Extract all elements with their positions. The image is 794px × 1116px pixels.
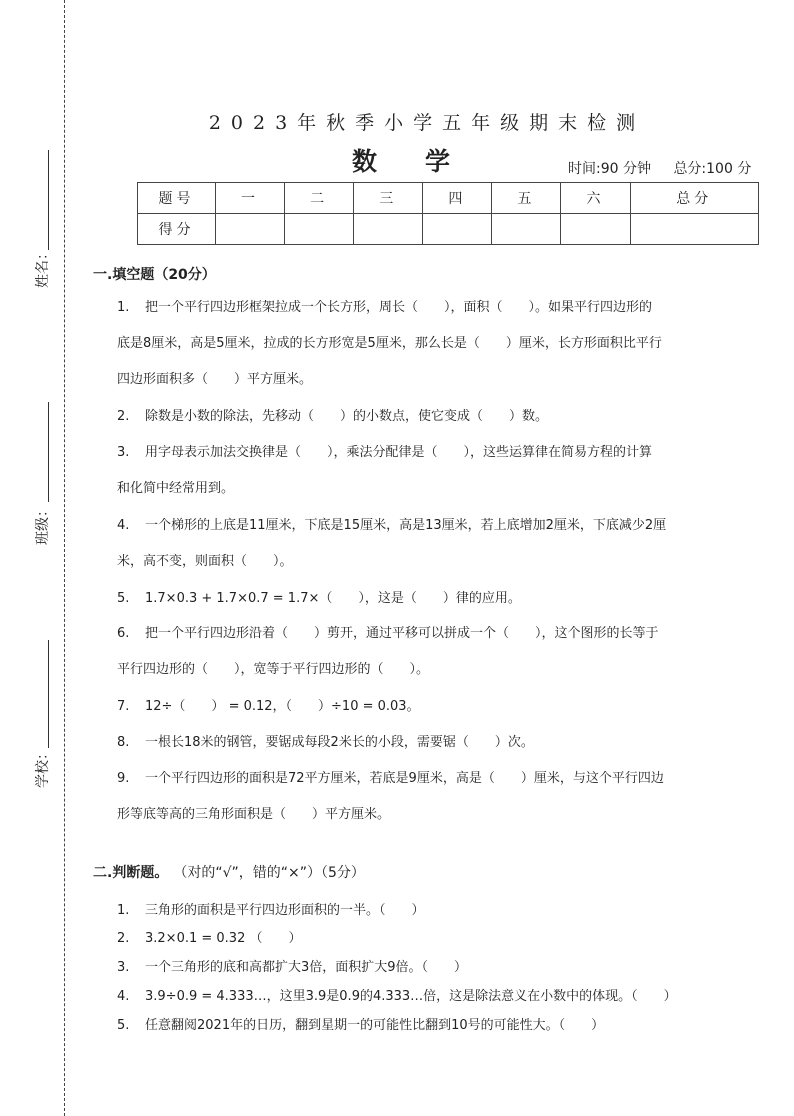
question-line: 形等底等高的三角形面积是（ ）平方厘米。 xyxy=(117,807,391,822)
question-line xyxy=(117,761,737,797)
tf-question-1 xyxy=(117,899,757,918)
class-line[interactable] xyxy=(48,402,49,502)
question-number: 4. xyxy=(117,518,130,533)
question-number: 3. xyxy=(117,960,130,975)
question-text: 一个三角形的底和高都扩大3倍，面积扩大9倍。（ ） xyxy=(145,960,468,975)
score-cell: 二 xyxy=(285,183,354,214)
question-text: 把一个平行四边形沿着（ ）剪开，通过平移可以拼成一个（ ），这个图形的长等于 xyxy=(145,626,659,641)
question-text: 3.2×0.1 = 0.32 （ ） xyxy=(145,931,302,946)
score-table-score-row xyxy=(138,214,759,245)
tf-question-2 xyxy=(117,927,757,946)
question-text: 把一个平行四边形框架拉成一个长方形，周长（ ），面积（ ）。如果平行四边形的 xyxy=(145,300,653,315)
tf-question-5 xyxy=(117,1014,757,1033)
section-note: （对的“√”，错的“×”）（5分） xyxy=(180,865,365,881)
score-cell: 四 xyxy=(423,183,492,214)
question-text: 1.7×0.3 + 1.7×0.7 = 1.7×（ ），这是（ ）律的应用。 xyxy=(145,591,521,606)
question-number: 7. xyxy=(117,699,130,714)
question-line: 平行四边形的（ ），宽等于平行四边形的（ ）。 xyxy=(117,662,430,677)
question-4 xyxy=(117,508,737,580)
question-text: 任意翻阅2021年的日历，翻到星期一的可能性比翻到10号的可能性大。（ ） xyxy=(145,1018,605,1033)
section-fill-in-title: 一.填空题（20分） xyxy=(93,267,216,283)
question-line xyxy=(117,435,737,471)
question-8 xyxy=(117,725,737,761)
score-input-cell[interactable] xyxy=(285,214,354,245)
score-input-cell[interactable] xyxy=(492,214,561,245)
question-text: 12÷（ ） = 0.12，（ ）÷10 = 0.03。 xyxy=(145,699,420,714)
question-number: 1. xyxy=(117,300,130,315)
question-number: 2. xyxy=(117,931,130,946)
question-5 xyxy=(117,581,737,617)
score-cell: 一 xyxy=(216,183,285,214)
score-input-cell[interactable] xyxy=(630,214,758,245)
question-line: 底是8厘米，高是5厘米，拉成的长方形宽是5厘米，那么长是（ ）厘米，长方形面积比平行 xyxy=(117,336,662,351)
score-input-cell[interactable] xyxy=(561,214,630,245)
question-text: 用字母表示加法交换律是（ ），乘法分配律是（ ），这些运算律在简易方程的计算 xyxy=(145,445,653,460)
score-table-header-row xyxy=(138,183,759,214)
question-text: 除数是小数的除法，先移动（ ）的小数点，使它变成（ ）数。 xyxy=(145,409,549,424)
question-6 xyxy=(117,616,737,688)
score-cell: 三 xyxy=(354,183,423,214)
tf-question-3 xyxy=(117,956,757,975)
score-input-cell[interactable] xyxy=(423,214,492,245)
question-line xyxy=(117,725,737,761)
exam-title: 2023年秋季小学五年级期末检测 xyxy=(208,112,646,134)
name-label: 姓名： xyxy=(35,246,51,288)
score-table xyxy=(137,182,759,245)
section-true-false-title xyxy=(93,862,365,882)
question-number: 9. xyxy=(117,771,130,786)
score-cell: 总分 xyxy=(630,183,758,214)
question-number: 5. xyxy=(117,1018,130,1033)
question-line xyxy=(117,508,737,544)
total-score: 总分:100 分 xyxy=(673,161,752,177)
question-line xyxy=(117,689,737,725)
class-label: 班级： xyxy=(35,503,51,545)
score-cell: 五 xyxy=(492,183,561,214)
question-2 xyxy=(117,399,737,435)
question-line: 米，高不变，则面积（ ）。 xyxy=(117,554,293,569)
binding-dashed-line xyxy=(64,0,65,1116)
question-7 xyxy=(117,689,737,725)
question-number: 4. xyxy=(117,989,130,1004)
score-cell: 题号 xyxy=(138,183,216,214)
question-text: 三角形的面积是平行四边形面积的一半。（ ） xyxy=(145,903,425,918)
score-cell: 得分 xyxy=(138,214,216,245)
question-text: 一个梯形的上底是11厘米，下底是15厘米，高是13厘米，若上底增加2厘米，下底减少2厘 xyxy=(145,518,667,533)
question-line xyxy=(117,290,737,326)
subject-title: 数学 xyxy=(352,147,499,176)
question-3 xyxy=(117,435,737,507)
question-line xyxy=(117,616,737,652)
question-line: 四边形面积多（ ）平方厘米。 xyxy=(117,372,313,387)
school-label: 学校： xyxy=(35,746,51,788)
section-title-text: 二.判断题。 xyxy=(93,865,169,881)
score-cell: 六 xyxy=(561,183,630,214)
question-line: 和化简中经常用到。 xyxy=(117,481,235,496)
tf-question-4 xyxy=(117,985,757,1004)
exam-info xyxy=(568,158,769,178)
question-text: 一个平行四边形的面积是72平方厘米，若底是9厘米，高是（ ）厘米，与这个平行四边 xyxy=(145,771,664,786)
time-limit: 时间:90 分钟 xyxy=(568,161,651,177)
question-number: 1. xyxy=(117,903,130,918)
score-input-cell[interactable] xyxy=(216,214,285,245)
question-text: 一根长18米的钢管，要锯成每段2米长的小段，需要锯（ ）次。 xyxy=(145,735,534,750)
name-line[interactable] xyxy=(48,150,49,250)
question-text: 3.9÷0.9 = 4.333…，这里3.9是0.9的4.333…倍，这是除法意义在小数中的体现。（ ） xyxy=(145,989,677,1004)
school-line[interactable] xyxy=(48,640,49,748)
question-number: 3. xyxy=(117,445,130,460)
score-input-cell[interactable] xyxy=(354,214,423,245)
question-line xyxy=(117,581,737,617)
question-line xyxy=(117,399,737,435)
question-number: 5. xyxy=(117,591,130,606)
question-number: 8. xyxy=(117,735,130,750)
question-number: 6. xyxy=(117,626,130,641)
question-1 xyxy=(117,290,737,398)
question-9 xyxy=(117,761,737,833)
question-number: 2. xyxy=(117,409,130,424)
